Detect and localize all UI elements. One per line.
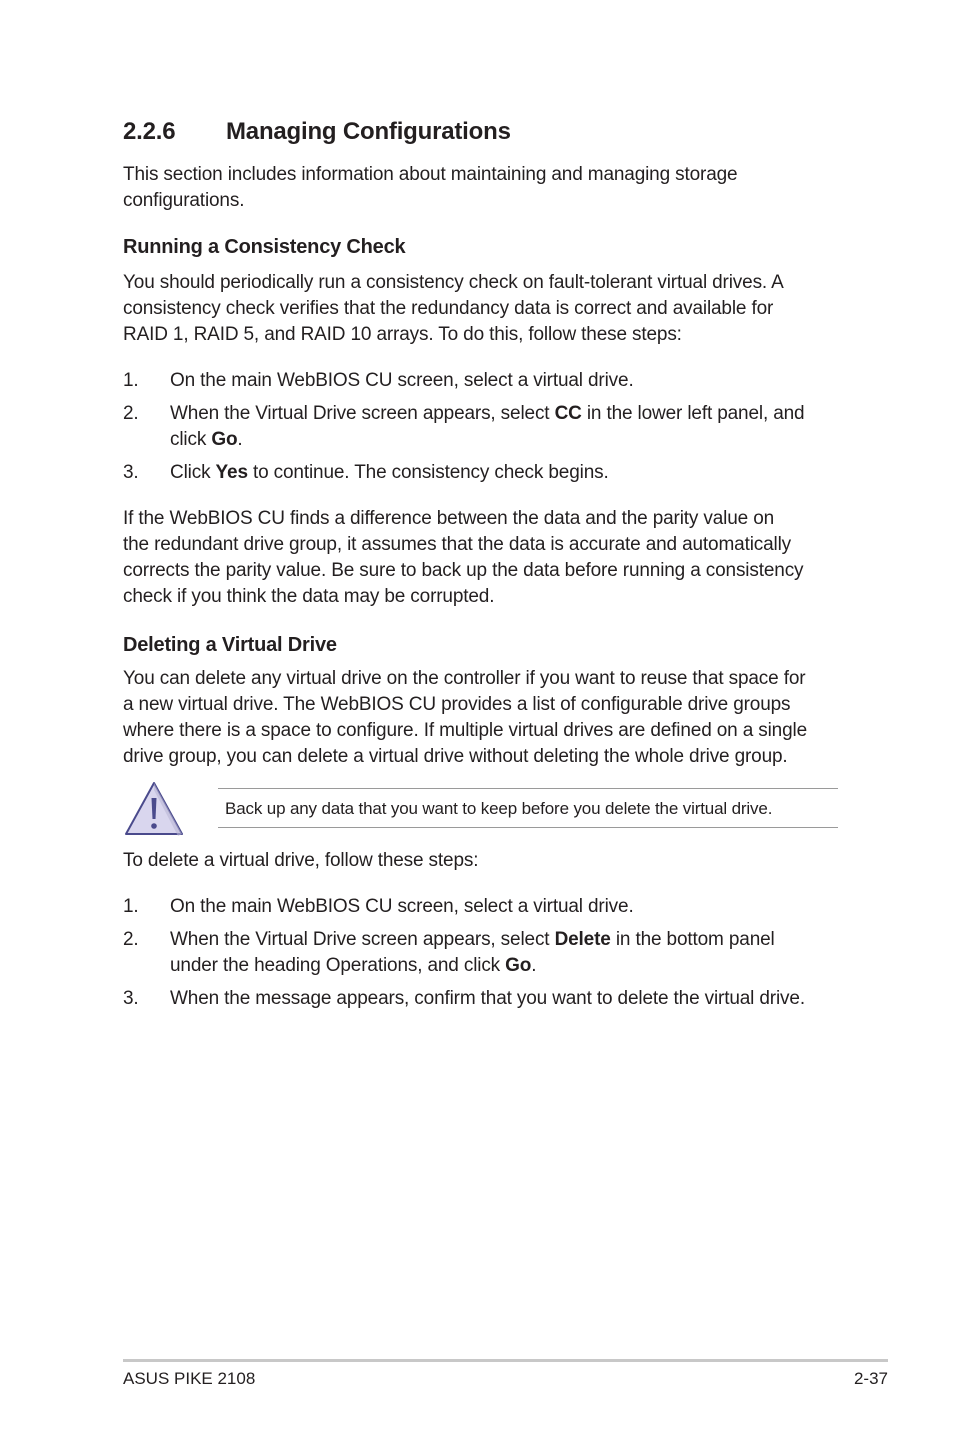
section-number: 2.2.6 [123, 118, 176, 145]
step-number: 2. [123, 403, 139, 424]
text-line: the redundant drive group, it assumes that the data is accurate and automatically [123, 534, 792, 555]
consistency-heading: Running a Consistency Check [123, 236, 406, 258]
delete-step-3 [123, 986, 863, 1012]
warning-note-text: Back up any data that you want to keep before you delete the virtual drive. [225, 799, 773, 818]
go-keyword: Go [505, 955, 532, 976]
text-line: This section includes information about maintaining and managing storage [123, 164, 738, 185]
yes-keyword: Yes [215, 462, 248, 483]
step-text: click Go. [170, 429, 243, 450]
consistency-paragraph-2 [123, 506, 803, 610]
warning-note [123, 780, 843, 840]
footer-divider [123, 1359, 888, 1362]
step-text: When the Virtual Drive screen appears, select Delete in the bottom panel [170, 929, 775, 950]
step-text: On the main WebBIOS CU screen, select a virtual drive. [170, 896, 634, 917]
text-line: consistency check verifies that the redundancy data is correct and available for [123, 298, 774, 319]
warning-icon [123, 780, 185, 838]
text-line: RAID 1, RAID 5, and RAID 10 arrays. To do this, follow these steps: [123, 324, 682, 345]
step-number: 3. [123, 988, 139, 1009]
step-number: 1. [123, 896, 139, 917]
delete-paragraph [123, 666, 807, 770]
step-text: On the main WebBIOS CU screen, select a virtual drive. [170, 370, 634, 391]
step-number: 3. [123, 462, 139, 483]
go-keyword: Go [211, 429, 238, 450]
footer-left: ASUS PIKE 2108 [123, 1369, 256, 1388]
delete-step-1 [123, 894, 863, 920]
step-text: When the Virtual Drive screen appears, select CC in the lower left panel, and [170, 403, 805, 424]
text-line: where there is a space to configure. If multiple virtual drives are defined on a single [123, 720, 807, 741]
delete-step-2 [123, 927, 863, 979]
text-line: To delete a virtual drive, follow these steps: [123, 850, 479, 871]
text-line: drive group, you can delete a virtual drive without deleting the whole drive group. [123, 746, 788, 767]
consistency-step-3 [123, 460, 863, 486]
page-number: 2-37 [853, 1369, 888, 1388]
step-text: When the message appears, confirm that you want to delete the virtual drive. [170, 988, 805, 1009]
delete-heading: Deleting a Virtual Drive [123, 634, 337, 656]
consistency-step-2 [123, 401, 863, 453]
consistency-paragraph [123, 270, 784, 348]
step-number: 2. [123, 929, 139, 950]
text-line: If the WebBIOS CU finds a difference between the data and the parity value on [123, 508, 775, 529]
step-text: under the heading Operations, and click Go. [170, 955, 537, 976]
step-number: 1. [123, 370, 139, 391]
consistency-step-1 [123, 368, 863, 394]
intro-paragraph [123, 162, 737, 214]
delete-lead [123, 848, 478, 874]
step-text: Click Yes to continue. The consistency check begins. [170, 462, 609, 483]
text-line: a new virtual drive. The WebBIOS CU provides a list of configurable drive groups [123, 694, 791, 715]
text-line: corrects the parity value. Be sure to back up the data before running a consistency [123, 560, 804, 581]
text-line: configurations. [123, 190, 245, 211]
text-line: You should periodically run a consistency check on fault-tolerant virtual drives. A [123, 272, 784, 293]
section-title: Managing Configurations [226, 118, 511, 145]
cc-keyword: CC [554, 403, 582, 424]
delete-keyword: Delete [554, 929, 611, 950]
section-heading [123, 118, 823, 148]
text-line: check if you think the data may be corrupted. [123, 586, 495, 607]
text-line: You can delete any virtual drive on the controller if you want to reuse that space for [123, 668, 806, 689]
